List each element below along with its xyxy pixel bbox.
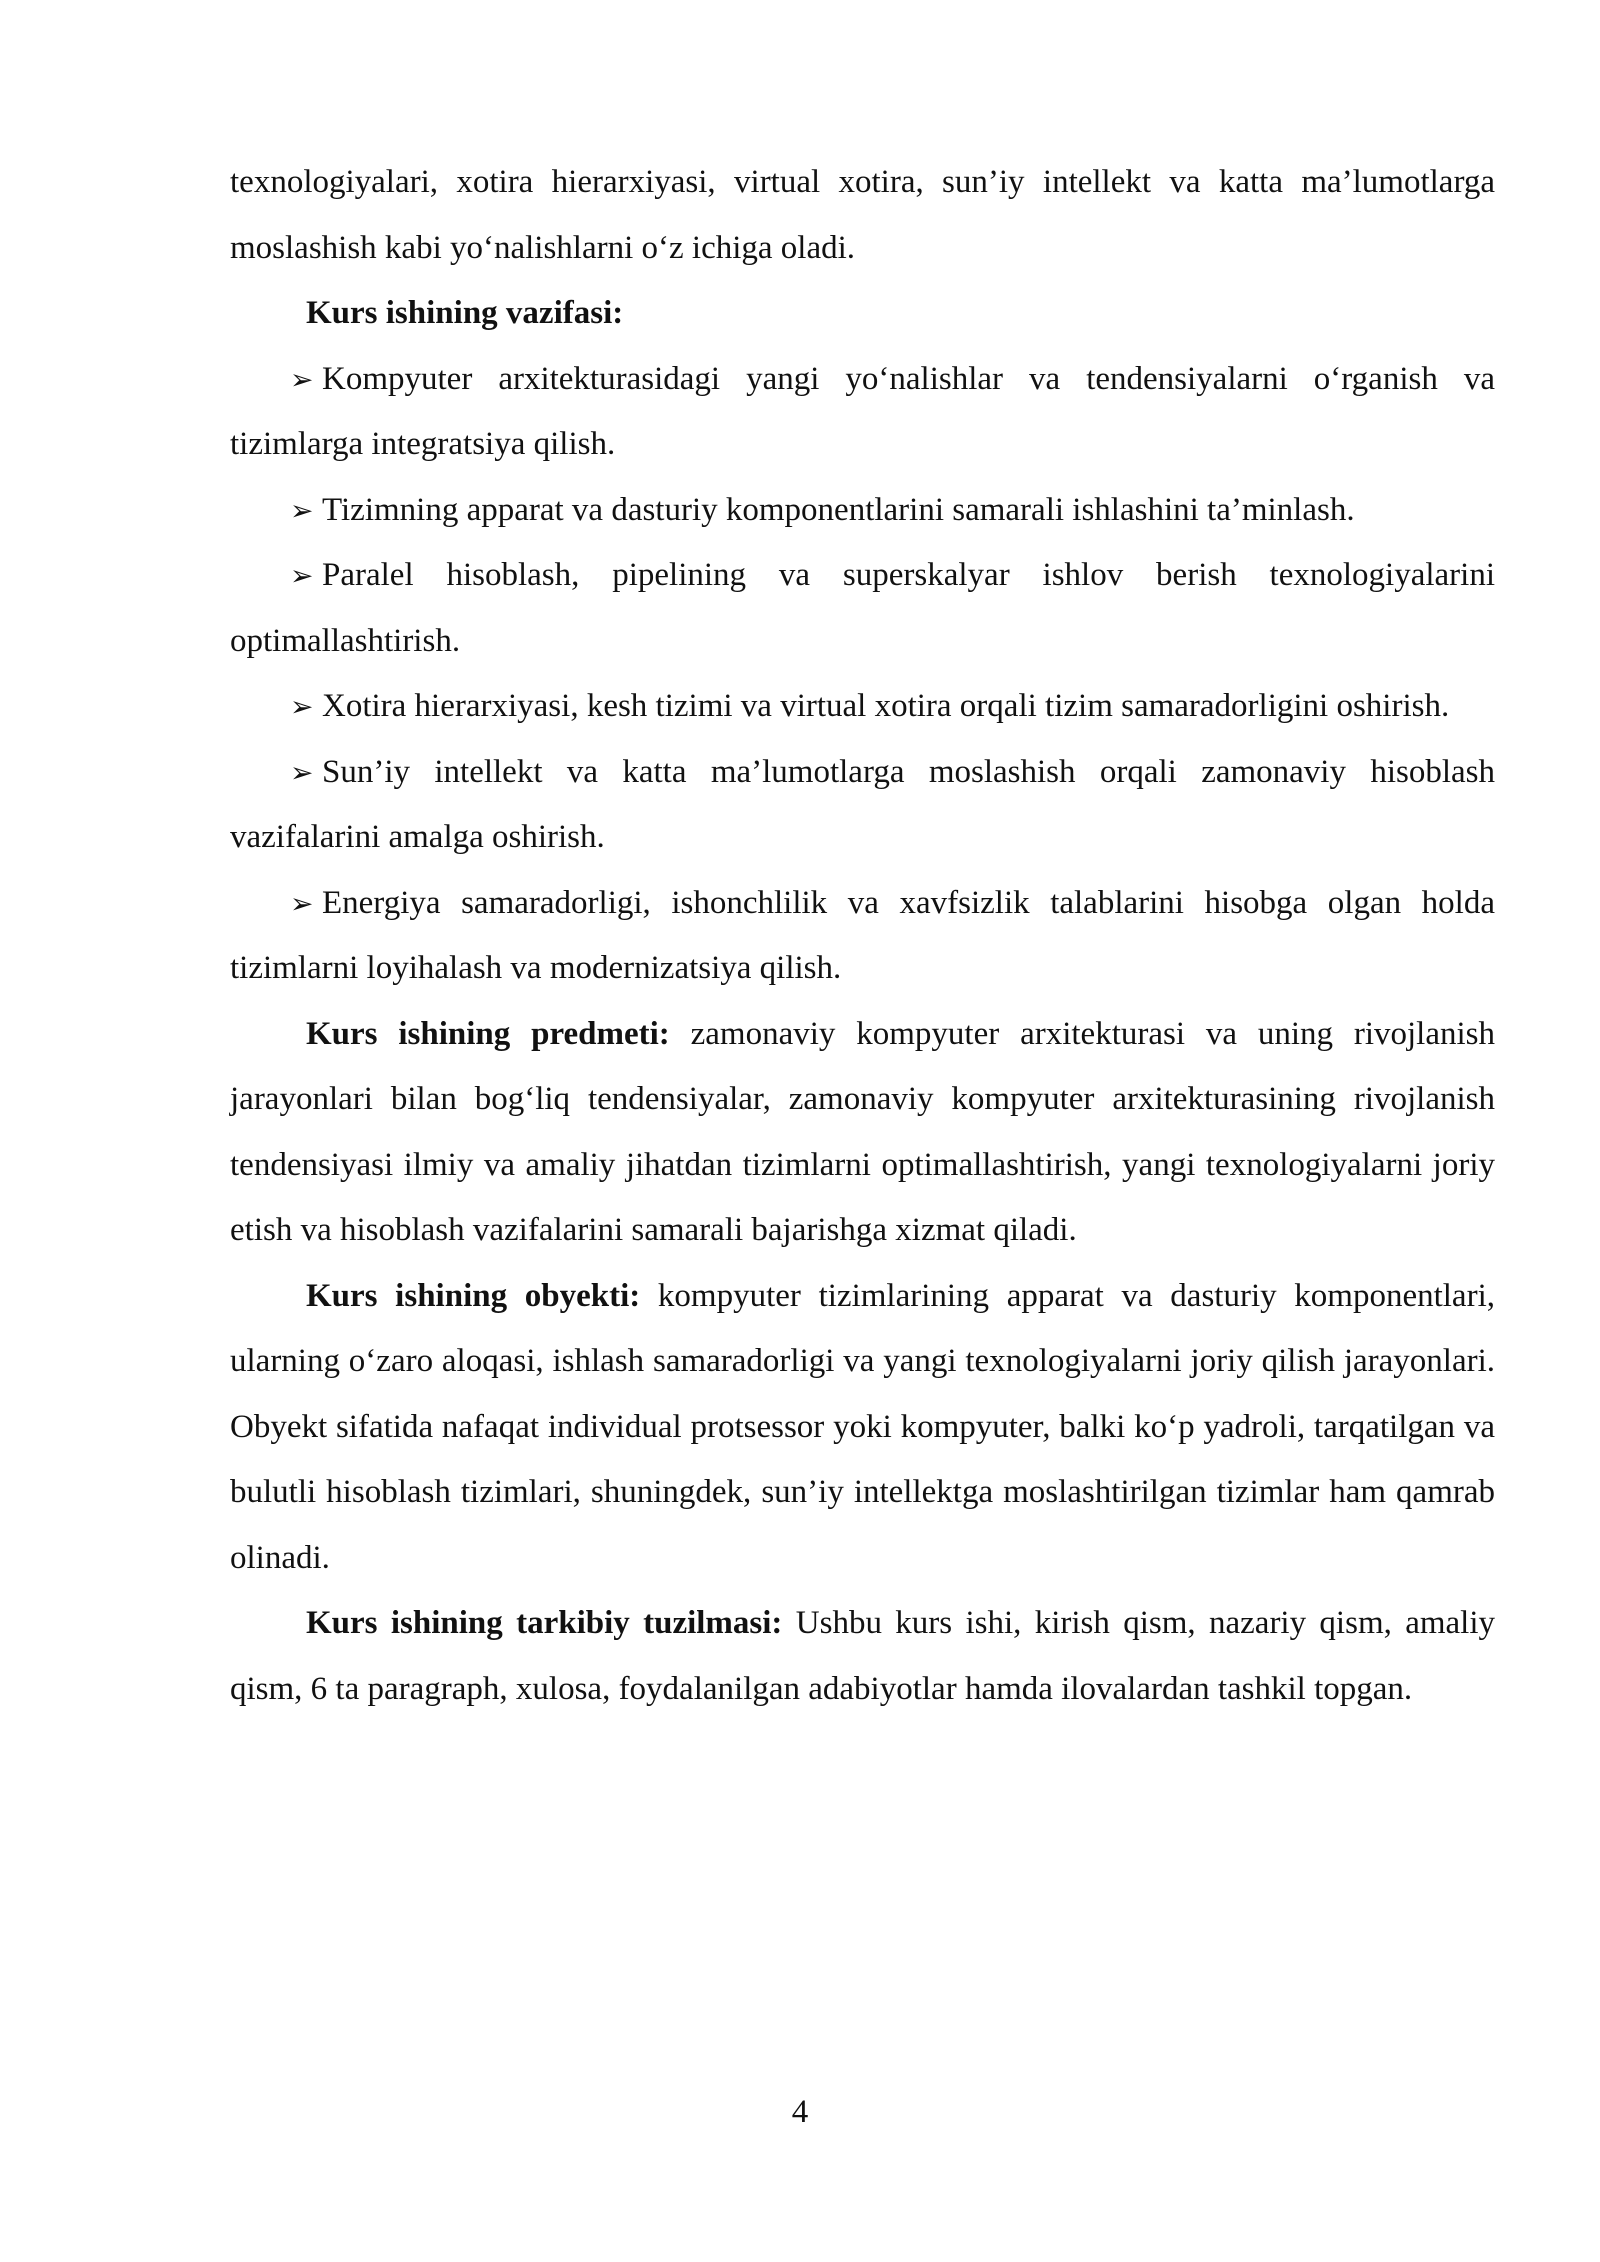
document-page [230, 150, 1495, 1722]
structure-text: Ushbu kurs ishi, kirish qism, nazariy qism, amaliy qism, 6 ta paragraph, xulosa, foydalanilgan adabiyotlar hamda ilovalardan tashkil topgan. [230, 1605, 1496, 1707]
arrow-bullet-icon: ➢ [290, 886, 314, 920]
arrow-bullet-icon: ➢ [290, 690, 314, 723]
page-number: 4 [791, 2094, 809, 2130]
arrow-bullet-icon: ➢ [290, 493, 314, 527]
task-item [230, 871, 1495, 1002]
subject-text: zamonaviy kompyuter arxitekturasi va uning rivojlanish jarayonlari bilan bog‘liq tendensiyalar, zamonaviy kompyuter arxitekturasining rivojlanish tendensiyasi ilmiy va amaliy jihatdan tizimlarni optimallashtirish, yangi texnologiyalarni joriy etish va hisoblash vazifalarini samarali bajarishga xizmat qiladi. [230, 1015, 1496, 1248]
task-item [230, 347, 1495, 478]
task-item-text: Kompyuter arxitekturasidagi yangi yo‘nalishlar va tendensiyalarni o‘rganish va tizimlarga integratsiya qilish. [230, 360, 1495, 462]
structure-label: Kurs ishining tarkibiy tuzilmasi: [306, 1605, 783, 1641]
task-item-text: Xotira hierarxiyasi, kesh tizimi va virtual xotira orqali tizim samaradorligini oshirish. [322, 688, 1450, 724]
tasks-heading: Kurs ishining vazifasi: [306, 295, 624, 331]
task-item [230, 543, 1495, 674]
task-item-text: Tizimning apparat va dasturiy komponentlarini samarali ishlashini ta’minlash. [322, 491, 1355, 528]
subject-paragraph [230, 1002, 1495, 1264]
arrow-bullet-icon: ➢ [290, 755, 314, 789]
task-item [230, 740, 1495, 871]
task-item [230, 478, 1495, 544]
subject-label: Kurs ishining predmeti: [306, 1015, 670, 1052]
task-item [230, 674, 1495, 740]
arrow-bullet-icon: ➢ [290, 362, 314, 396]
object-text: kompyuter tizimlarining apparat va dasturiy komponentlari, ularning o‘zaro aloqasi, ishlash samaradorligi va yangi texnologiyalarni joriy qilish jarayonlari. Obyekt sifatida nafaqat individual protsessor yoki kompyuter, balki ko‘p yadroli, tarqatilgan va bulutli hisoblash tizimlari, shuningdek, sun’iy intellektga moslashtirilgan tizimlar ham qamrab olinadi. [230, 1277, 1495, 1576]
task-item-text: Energiya samaradorligi, ishonchlilik va xavfsizlik talablarini hisobga olgan holda tizimlarni loyihalash va modernizatsiya qilish. [230, 884, 1495, 986]
task-item-text: Paralel hisoblash, pipelining va superskalyar ishlov berish texnologiyalarini optimallashtirish. [230, 557, 1495, 659]
object-label: Kurs ishining obyekti: [306, 1277, 641, 1314]
intro-continuation-paragraph: texnologiyalari, xotira hierarxiyasi, virtual xotira, sun’iy intellekt va katta ma’lumotlarga moslashish kabi yo‘nalishlarni o‘z ichiga oladi. [230, 164, 1495, 266]
arrow-bullet-icon: ➢ [290, 559, 314, 592]
task-item-text: Sun’iy intellekt va katta ma’lumotlarga moslashish orqali zamonaviy hisoblash vazifalarini amalga oshirish. [230, 753, 1495, 855]
structure-paragraph [230, 1591, 1495, 1722]
object-paragraph [230, 1264, 1495, 1592]
